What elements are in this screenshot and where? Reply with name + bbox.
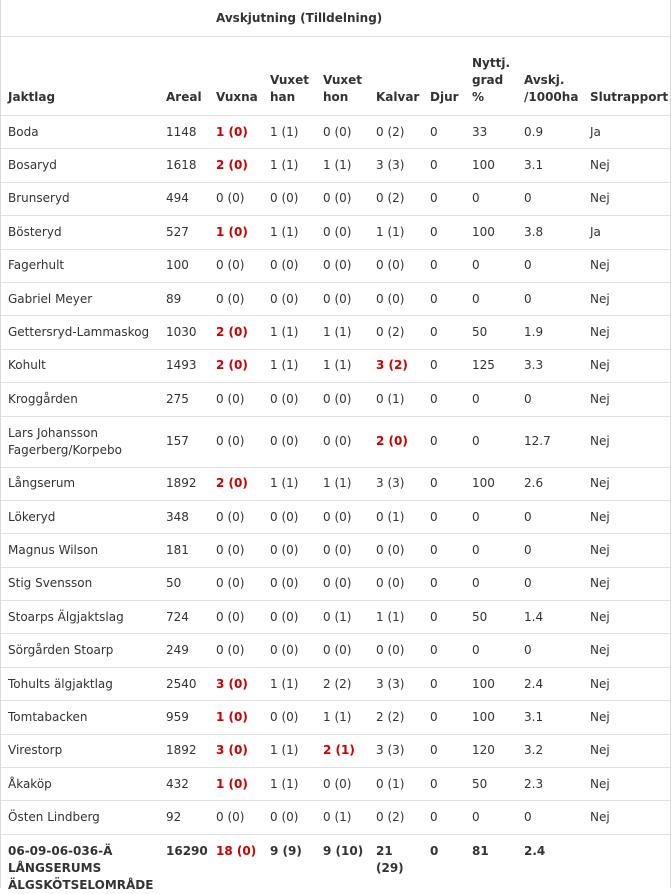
total-row <box>1 834 670 894</box>
cell-nyttj-grad: 0 <box>472 810 480 825</box>
cell-vuxet-hon: 0 (0) <box>323 434 352 449</box>
cell-vuxet-han: 1 (1) <box>270 124 299 139</box>
cell-avskj: 0 <box>524 258 532 273</box>
cell-vuxet-han: 1 (1) <box>270 224 299 239</box>
cell-vuxet-han: 0 (0) <box>270 509 299 524</box>
cell-djur: 0 <box>430 743 438 758</box>
table-row <box>1 416 670 467</box>
cell-vuxna: 0 (0) <box>216 258 245 273</box>
cell-kalvar: 2 (0) <box>376 434 408 449</box>
cell-avskj: 3.1 <box>524 709 544 724</box>
total-nyttj-grad: 81 <box>472 843 489 858</box>
table-row <box>1 316 670 349</box>
table-body <box>1 116 670 894</box>
cell-vuxna: 0 (0) <box>216 576 245 591</box>
cell-jaktlag: Lökeryd <box>8 509 56 524</box>
col-header-vuxet-hon[interactable]: Vuxet hon <box>316 37 369 116</box>
cell-slutrapport: Ja <box>590 124 601 139</box>
table-row <box>1 701 670 734</box>
cell-vuxna: 1 (0) <box>216 776 248 791</box>
cell-avskj: 2.6 <box>524 476 544 491</box>
cell-vuxna: 2 (0) <box>216 476 248 491</box>
cell-vuxet-han: 0 (0) <box>270 709 299 724</box>
cell-kalvar: 0 (0) <box>376 291 405 306</box>
cell-jaktlag: Virestorp <box>8 743 63 758</box>
cell-djur: 0 <box>430 576 438 591</box>
total-areal: 16290 <box>166 843 208 858</box>
cell-vuxet-han: 1 (1) <box>270 358 299 373</box>
cell-vuxet-hon: 0 (0) <box>323 509 352 524</box>
cell-areal: 1030 <box>166 325 197 340</box>
cell-kalvar: 0 (0) <box>376 542 405 557</box>
cell-nyttj-grad: 0 <box>472 542 480 557</box>
cell-vuxet-hon: 0 (0) <box>323 542 352 557</box>
cell-vuxna: 0 (0) <box>216 391 245 406</box>
cell-areal: 348 <box>166 509 189 524</box>
cell-slutrapport: Nej <box>590 709 610 724</box>
cell-slutrapport: Nej <box>590 776 610 791</box>
col-header-slutrapport[interactable]: Slutrapport <box>583 37 670 116</box>
cell-vuxna: 0 (0) <box>216 643 245 658</box>
cell-avskj: 0 <box>524 576 532 591</box>
cell-vuxna: 3 (0) <box>216 676 248 691</box>
cell-vuxet-han: 1 (1) <box>270 776 299 791</box>
cell-vuxet-han: 1 (1) <box>270 476 299 491</box>
cell-avskj: 0.9 <box>524 124 544 139</box>
cell-kalvar: 3 (3) <box>376 476 405 491</box>
cell-areal: 50 <box>166 576 182 591</box>
cell-vuxna: 0 (0) <box>216 191 245 206</box>
col-header-nyttj-grad[interactable]: Nyttj. grad % <box>465 37 517 116</box>
cell-vuxet-hon: 0 (0) <box>323 224 352 239</box>
cell-nyttj-grad: 100 <box>472 676 495 691</box>
cell-jaktlag: Kroggården <box>8 391 78 406</box>
cell-vuxna: 2 (0) <box>216 158 248 173</box>
cell-kalvar: 0 (2) <box>376 191 405 206</box>
total-kalvar: 21 (29) <box>376 843 404 875</box>
cell-vuxet-hon: 0 (1) <box>323 609 352 624</box>
cell-slutrapport: Nej <box>590 358 610 373</box>
cell-areal: 1148 <box>166 124 197 139</box>
cell-avskj: 3.8 <box>524 224 544 239</box>
table-row <box>1 149 670 182</box>
cell-djur: 0 <box>430 676 438 691</box>
cell-areal: 249 <box>166 643 189 658</box>
cell-nyttj-grad: 0 <box>472 576 480 591</box>
cell-vuxna: 0 (0) <box>216 609 245 624</box>
cell-areal: 2540 <box>166 676 197 691</box>
cell-nyttj-grad: 0 <box>472 191 480 206</box>
total-jaktlag: 06-09-06-036-Ä LÅNGSERUMS ÄLGSKÖTSELOMRÅDE <box>8 843 154 892</box>
table-row <box>1 801 670 834</box>
cell-nyttj-grad: 100 <box>472 476 495 491</box>
col-header-djur[interactable]: Djur <box>423 37 465 116</box>
cell-slutrapport: Nej <box>590 391 610 406</box>
cell-nyttj-grad: 50 <box>472 325 488 340</box>
cell-djur: 0 <box>430 542 438 557</box>
cell-nyttj-grad: 0 <box>472 434 480 449</box>
total-avskj: 2.4 <box>524 843 546 858</box>
cell-areal: 959 <box>166 709 189 724</box>
table-row <box>1 216 670 249</box>
cell-djur: 0 <box>430 391 438 406</box>
cell-kalvar: 0 (1) <box>376 391 405 406</box>
cell-jaktlag: Boda <box>8 124 39 139</box>
table-row <box>1 601 670 634</box>
group-header-row <box>1 0 670 37</box>
table-row <box>1 182 670 215</box>
cell-djur: 0 <box>430 609 438 624</box>
cell-djur: 0 <box>430 224 438 239</box>
cell-avskj: 0 <box>524 810 532 825</box>
cell-djur: 0 <box>430 325 438 340</box>
cell-vuxet-hon: 0 (0) <box>323 258 352 273</box>
cell-slutrapport: Ja <box>590 224 601 239</box>
cell-nyttj-grad: 125 <box>472 358 495 373</box>
cell-slutrapport: Nej <box>590 643 610 658</box>
cell-vuxet-han: 0 (0) <box>270 643 299 658</box>
cell-vuxet-han: 1 (1) <box>270 743 299 758</box>
table-row <box>1 667 670 700</box>
cell-avskj: 1.4 <box>524 609 544 624</box>
cell-vuxet-hon: 1 (1) <box>323 358 352 373</box>
cell-vuxna: 3 (0) <box>216 743 248 758</box>
table-row <box>1 467 670 500</box>
cell-jaktlag: Tomtabacken <box>8 709 88 724</box>
table-row <box>1 567 670 600</box>
cell-djur: 0 <box>430 191 438 206</box>
cell-jaktlag: Bosaryd <box>8 158 57 173</box>
table-row <box>1 500 670 533</box>
cell-jaktlag: Stoarps Älgjaktslag <box>8 609 124 624</box>
cell-nyttj-grad: 50 <box>472 776 488 791</box>
cell-avskj: 2.3 <box>524 776 544 791</box>
cell-areal: 724 <box>166 609 189 624</box>
table-row <box>1 534 670 567</box>
cell-slutrapport: Nej <box>590 576 610 591</box>
cell-jaktlag: Stig Svensson <box>8 576 93 591</box>
cell-djur: 0 <box>430 476 438 491</box>
cell-vuxet-hon: 1 (1) <box>323 476 352 491</box>
cell-djur: 0 <box>430 709 438 724</box>
cell-kalvar: 0 (2) <box>376 810 405 825</box>
cell-jaktlag: Bösteryd <box>8 224 62 239</box>
cell-djur: 0 <box>430 124 438 139</box>
cell-kalvar: 3 (3) <box>376 743 405 758</box>
table-row <box>1 349 670 382</box>
cell-vuxet-hon: 1 (1) <box>323 709 352 724</box>
cell-slutrapport: Nej <box>590 743 610 758</box>
cell-vuxna: 2 (0) <box>216 325 248 340</box>
cell-avskj: 1.9 <box>524 325 544 340</box>
cell-areal: 92 <box>166 810 182 825</box>
cell-kalvar: 0 (2) <box>376 325 405 340</box>
cell-areal: 1892 <box>166 743 197 758</box>
cell-avskj: 0 <box>524 509 532 524</box>
cell-vuxet-han: 0 (0) <box>270 191 299 206</box>
cell-kalvar: 0 (1) <box>376 776 405 791</box>
total-vuxna: 18 (0) <box>216 843 257 858</box>
col-header-jaktlag[interactable]: Jaktlag <box>1 37 159 116</box>
cell-jaktlag: Gabriel Meyer <box>8 291 93 306</box>
cell-areal: 527 <box>166 224 189 239</box>
cell-areal: 1618 <box>166 158 197 173</box>
cell-vuxet-han: 0 (0) <box>270 291 299 306</box>
cell-slutrapport: Nej <box>590 509 610 524</box>
cell-jaktlag: Sörgården Stoarp <box>8 643 114 658</box>
total-vuxet-han: 9 (9) <box>270 843 302 858</box>
cell-jaktlag: Åkaköp <box>8 776 52 791</box>
cell-vuxet-hon: 0 (0) <box>323 643 352 658</box>
cell-vuxet-hon: 0 (0) <box>323 124 352 139</box>
cell-kalvar: 1 (1) <box>376 609 405 624</box>
cell-avskj: 0 <box>524 542 532 557</box>
table-row <box>1 249 670 282</box>
cell-jaktlag: Östen Lindberg <box>8 810 100 825</box>
cell-vuxet-hon: 0 (0) <box>323 191 352 206</box>
cell-nyttj-grad: 100 <box>472 709 495 724</box>
cell-avskj: 0 <box>524 643 532 658</box>
cell-vuxet-han: 1 (1) <box>270 158 299 173</box>
cell-vuxet-hon: 2 (1) <box>323 743 355 758</box>
cell-vuxet-han: 1 (1) <box>270 325 299 340</box>
cell-vuxet-hon: 0 (0) <box>323 776 352 791</box>
cell-kalvar: 3 (2) <box>376 358 408 373</box>
cell-nyttj-grad: 0 <box>472 391 480 406</box>
cell-vuxna: 2 (0) <box>216 358 248 373</box>
cell-jaktlag: Gettersryd-Lammaskog <box>8 325 150 340</box>
cell-vuxet-han: 0 (0) <box>270 810 299 825</box>
cell-areal: 432 <box>166 776 189 791</box>
cell-avskj: 2.4 <box>524 676 544 691</box>
cell-vuxna: 0 (0) <box>216 509 245 524</box>
cell-vuxet-han: 1 (1) <box>270 676 299 691</box>
table-row <box>1 282 670 315</box>
cell-djur: 0 <box>430 434 438 449</box>
cell-vuxet-hon: 2 (2) <box>323 676 352 691</box>
cell-kalvar: 2 (2) <box>376 709 405 724</box>
cell-jaktlag: Kohult <box>8 358 46 373</box>
cell-kalvar: 0 (0) <box>376 258 405 273</box>
cell-djur: 0 <box>430 509 438 524</box>
hunting-report-table <box>1 0 670 894</box>
cell-vuxna: 0 (0) <box>216 810 245 825</box>
cell-djur: 0 <box>430 258 438 273</box>
cell-vuxet-hon: 0 (1) <box>323 810 352 825</box>
column-header-row <box>1 37 670 116</box>
cell-jaktlag: Långserum <box>8 476 76 491</box>
cell-vuxet-hon: 1 (1) <box>323 158 352 173</box>
cell-areal: 1892 <box>166 476 197 491</box>
cell-kalvar: 0 (2) <box>376 124 405 139</box>
cell-areal: 181 <box>166 542 189 557</box>
cell-kalvar: 0 (1) <box>376 509 405 524</box>
cell-slutrapport: Nej <box>590 158 610 173</box>
cell-areal: 89 <box>166 291 182 306</box>
cell-jaktlag: Lars Johansson Fagerberg/Korpebo <box>8 425 122 457</box>
cell-avskj: 3.1 <box>524 158 544 173</box>
total-slutrapport <box>583 834 670 894</box>
cell-nyttj-grad: 50 <box>472 609 488 624</box>
cell-vuxna: 0 (0) <box>216 434 245 449</box>
cell-nyttj-grad: 0 <box>472 258 480 273</box>
cell-kalvar: 3 (3) <box>376 676 405 691</box>
cell-vuxna: 0 (0) <box>216 542 245 557</box>
cell-djur: 0 <box>430 643 438 658</box>
group-header-avskjutning: Avskjutning (Tilldelning) <box>209 0 670 37</box>
cell-vuxna: 0 (0) <box>216 291 245 306</box>
cell-djur: 0 <box>430 291 438 306</box>
cell-avskj: 3.2 <box>524 743 544 758</box>
cell-areal: 157 <box>166 434 189 449</box>
cell-areal: 1493 <box>166 358 197 373</box>
col-header-vuxet-han[interactable]: Vuxet han <box>263 37 316 116</box>
cell-avskj: 12.7 <box>524 434 551 449</box>
cell-vuxet-han: 0 (0) <box>270 258 299 273</box>
cell-nyttj-grad: 0 <box>472 291 480 306</box>
cell-vuxet-hon: 0 (0) <box>323 391 352 406</box>
col-header-kalvar[interactable]: Kalvar <box>369 37 423 116</box>
cell-slutrapport: Nej <box>590 810 610 825</box>
cell-vuxet-hon: 0 (0) <box>323 291 352 306</box>
table-row <box>1 116 670 149</box>
cell-vuxna: 1 (0) <box>216 224 248 239</box>
cell-avskj: 0 <box>524 191 532 206</box>
cell-avskj: 0 <box>524 291 532 306</box>
col-header-areal[interactable]: Areal <box>159 37 209 116</box>
cell-areal: 100 <box>166 258 189 273</box>
cell-vuxet-han: 0 (0) <box>270 434 299 449</box>
cell-avskj: 3.3 <box>524 358 544 373</box>
cell-slutrapport: Nej <box>590 542 610 557</box>
cell-vuxet-han: 0 (0) <box>270 609 299 624</box>
cell-djur: 0 <box>430 776 438 791</box>
cell-jaktlag: Magnus Wilson <box>8 542 99 557</box>
col-header-vuxna[interactable]: Vuxna <box>209 37 263 116</box>
total-vuxet-hon: 9 (10) <box>323 843 364 858</box>
cell-vuxet-han: 0 (0) <box>270 542 299 557</box>
cell-kalvar: 3 (3) <box>376 158 405 173</box>
cell-nyttj-grad: 120 <box>472 743 495 758</box>
cell-djur: 0 <box>430 810 438 825</box>
cell-slutrapport: Nej <box>590 609 610 624</box>
cell-areal: 275 <box>166 391 189 406</box>
col-header-avskj[interactable]: Avskj. /1000ha <box>517 37 583 116</box>
cell-slutrapport: Nej <box>590 434 610 449</box>
cell-nyttj-grad: 100 <box>472 158 495 173</box>
cell-nyttj-grad: 100 <box>472 224 495 239</box>
cell-avskj: 0 <box>524 391 532 406</box>
table-row <box>1 634 670 667</box>
cell-nyttj-grad: 33 <box>472 124 488 139</box>
cell-vuxna: 1 (0) <box>216 709 248 724</box>
cell-djur: 0 <box>430 358 438 373</box>
cell-djur: 0 <box>430 158 438 173</box>
cell-jaktlag: Brunseryd <box>8 191 70 206</box>
table-row <box>1 768 670 801</box>
cell-vuxet-han: 0 (0) <box>270 576 299 591</box>
cell-jaktlag: Tohults älgjaktlag <box>8 676 113 691</box>
table-row <box>1 734 670 767</box>
cell-nyttj-grad: 0 <box>472 643 480 658</box>
cell-slutrapport: Nej <box>590 291 610 306</box>
cell-slutrapport: Nej <box>590 476 610 491</box>
cell-kalvar: 0 (0) <box>376 576 405 591</box>
cell-vuxet-han: 0 (0) <box>270 391 299 406</box>
cell-vuxet-hon: 0 (0) <box>323 576 352 591</box>
cell-slutrapport: Nej <box>590 191 610 206</box>
cell-vuxna: 1 (0) <box>216 124 248 139</box>
cell-nyttj-grad: 0 <box>472 509 480 524</box>
table-row <box>1 383 670 416</box>
cell-vuxet-hon: 1 (1) <box>323 325 352 340</box>
cell-kalvar: 0 (0) <box>376 643 405 658</box>
cell-slutrapport: Nej <box>590 325 610 340</box>
cell-slutrapport: Nej <box>590 258 610 273</box>
cell-kalvar: 1 (1) <box>376 224 405 239</box>
cell-jaktlag: Fagerhult <box>8 258 65 273</box>
cell-areal: 494 <box>166 191 189 206</box>
total-djur: 0 <box>430 843 439 858</box>
cell-slutrapport: Nej <box>590 676 610 691</box>
